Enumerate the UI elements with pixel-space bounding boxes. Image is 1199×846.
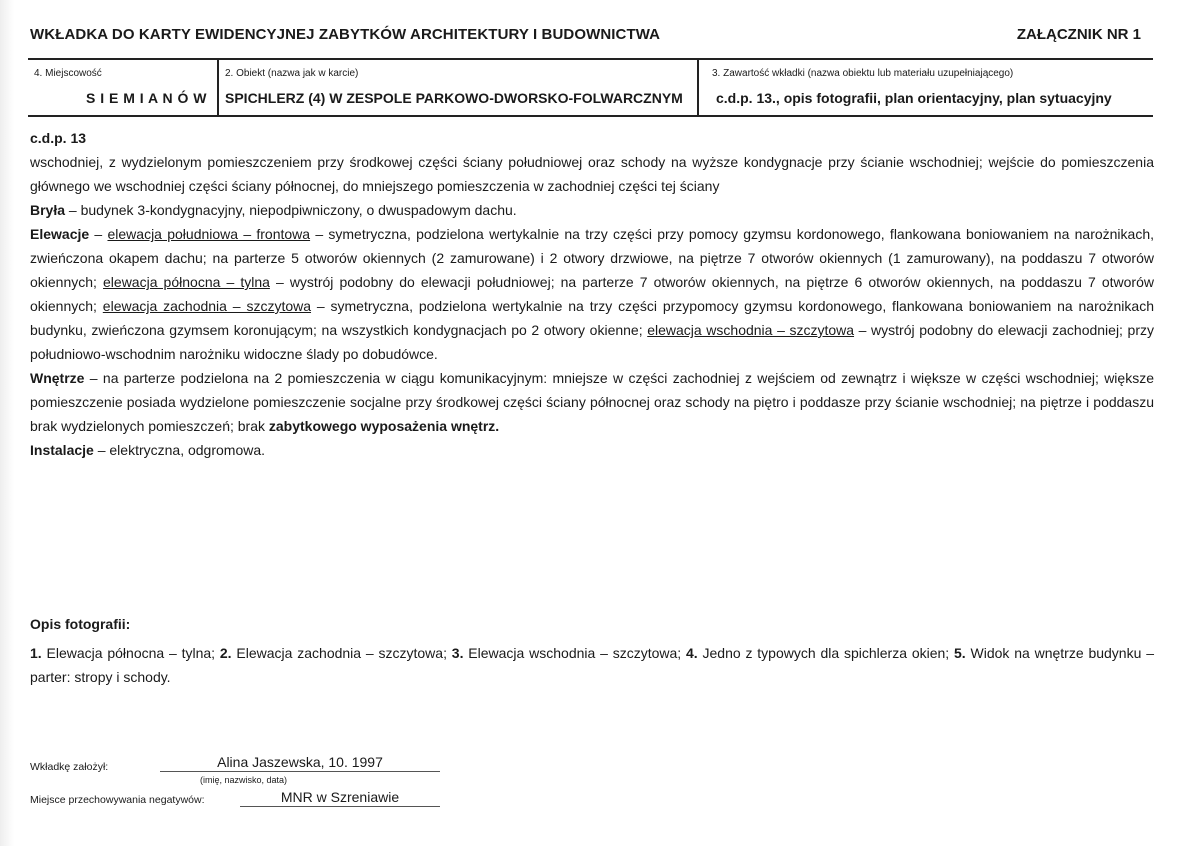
intro-paragraph: wschodniej, z wydzielonym pomieszczeniem przy środkowej części ściany południowej oraz schody na wyższe kondygnacje przy ścianie wschodniej; wejście do pomieszczenia głównego we wschodniej części ściany północnej, do mniejszego pomieszczenia w zachodniej części tej ściany bbox=[30, 154, 1154, 194]
locality-label: 4. Miejscowość bbox=[34, 68, 102, 79]
form-title: WKŁADKA DO KARTY EWIDENCYJNEJ ZABYTKÓW ARCHITEKTURY I BUDOWNICTWA bbox=[30, 26, 661, 43]
photo-text-1: Elewacja północna – tylna; bbox=[41, 645, 220, 661]
photo-text-5: Widok na wnętrze budynku – parter: stropy i schody. bbox=[30, 645, 1154, 685]
photo-num-4: 4. bbox=[686, 645, 698, 661]
negatives-line bbox=[240, 806, 440, 807]
elewacja-north-label: elewacja północna – tylna bbox=[103, 274, 270, 290]
elewacje-paragraph bbox=[30, 222, 1154, 366]
wnetrze-paragraph bbox=[30, 366, 1154, 438]
instalacje-paragraph bbox=[30, 438, 1154, 462]
elewacja-east-label: elewacja wschodnia – szczytowa bbox=[647, 322, 855, 338]
author-line bbox=[160, 771, 440, 772]
photo-num-2: 2. bbox=[219, 645, 232, 661]
photo-num-5: 5. bbox=[954, 645, 966, 661]
elewacja-south-label: elewacja południowa – frontowa bbox=[107, 226, 311, 242]
elewacja-south-text: – symetryczna, podzielona wertykalnie na trzy części przy pomocy gzymsu kordonowego, flankowana boniowaniem na narożnikach, zwieńczona okapem dachu; na parterze 5 otworów okiennych (2 zamurowane) i 2 otwory drzwiowe, na piętrze 7 otworów okiennych (1 zamurowany), na poddaszu 7 otworów okiennych; bbox=[30, 226, 1154, 290]
photo-num-3: 3. bbox=[451, 645, 464, 661]
description-body bbox=[30, 126, 1154, 462]
bryla-text: – budynek 3-kondygnacyjny, niepodpiwniczony, o dwuspadowym dachu. bbox=[65, 202, 517, 218]
author-hint: (imię, nazwisko, data) bbox=[200, 775, 288, 785]
cdp-heading: c.d.p. 13 bbox=[30, 130, 87, 146]
elewacje-label: Elewacje bbox=[30, 226, 90, 242]
contents-value: c.d.p. 13., opis fotografii, plan orientacyjny, plan sytuacyjny bbox=[716, 90, 1112, 106]
author-value: Alina Jaszewska, 10. 1997 bbox=[217, 754, 383, 770]
author-label: Wkładkę założył: bbox=[30, 761, 109, 773]
annex-number: ZAŁĄCZNIK NR 1 bbox=[1016, 26, 1141, 43]
object-value: SPICHLERZ (4) W ZESPOLE PARKOWO-DWORSKO-FOLWARCZNYM bbox=[225, 90, 683, 106]
table-divider-2 bbox=[697, 58, 699, 115]
wnetrze-label: Wnętrze bbox=[30, 370, 85, 386]
photos-heading: Opis fotografii: bbox=[30, 616, 131, 632]
scan-edge-shadow bbox=[0, 0, 14, 846]
bryla-label: Bryła bbox=[30, 202, 66, 218]
photos-section bbox=[30, 612, 1154, 689]
locality-value: S I E M I A N Ó W bbox=[86, 90, 208, 106]
instalacje-text: – elektryczna, odgromowa. bbox=[93, 442, 266, 458]
photos-list bbox=[30, 641, 1154, 689]
negatives-label: Miejsce przechowywania negatywów: bbox=[30, 794, 205, 806]
photo-num-1: 1. bbox=[30, 645, 42, 661]
elewacja-north-text: – wystrój podobny do elewacji południowej; na parterze 7 otworów okiennych, na piętrze 6 otworów okiennych, na poddaszu 7 otworów okiennych; bbox=[30, 274, 1154, 314]
table-divider-1 bbox=[217, 58, 219, 115]
instalacje-label: Instalacje bbox=[30, 442, 94, 458]
elewacje-dash: – bbox=[89, 226, 108, 242]
photo-text-2: Elewacja zachodnia – szczytowa; bbox=[231, 645, 452, 661]
elewacja-west-label: elewacja zachodnia – szczytowa bbox=[102, 298, 312, 314]
wnetrze-text: – na parterze podzielona na 2 pomieszczenia w ciągu komunikacyjnym: mniejsze w części zachodniej z wejściem od zewnątrz i większe w części wschodniej; większe pomieszczenie posiada wydzielone pomieszczenie socjalne przy środkowej części ściany północnej oraz schody na piętro i poddasze przy ścianie wschodniej; na piętrze i poddaszu brak wydzielonych pomieszczeń; brak bbox=[30, 370, 1154, 434]
wnetrze-bold: zabytkowego wyposażenia wnętrz. bbox=[268, 418, 500, 434]
object-label: 2. Obiekt (nazwa jak w karcie) bbox=[225, 68, 359, 79]
elewacja-west-text: – symetryczna, podzielona wertykalnie na trzy części przypomocy gzymsu kordonowego, flankowana boniowaniem na narożnikach budynku, zwieńczona gzymsem koronującym; na wszystkich kondygnacjach po 2 otwory okienne; bbox=[30, 298, 1154, 338]
negatives-value: MNR w Szreniawie bbox=[280, 789, 400, 805]
bryla-paragraph bbox=[30, 198, 1154, 222]
elewacja-east-text: – wystrój podobny do elewacji zachodniej; przy południowo-wschodnim narożniku widoczne ślady po dobudówce. bbox=[30, 322, 1154, 362]
photo-text-3: Elewacja wschodnia – szczytowa; bbox=[463, 645, 686, 661]
contents-label: 3. Zawartość wkładki (nazwa obiektu lub materiału uzupełniającego) bbox=[712, 68, 1014, 79]
header-table bbox=[28, 58, 1153, 117]
photo-text-4: Jedno z typowych dla spichlerza okien; bbox=[697, 645, 954, 661]
